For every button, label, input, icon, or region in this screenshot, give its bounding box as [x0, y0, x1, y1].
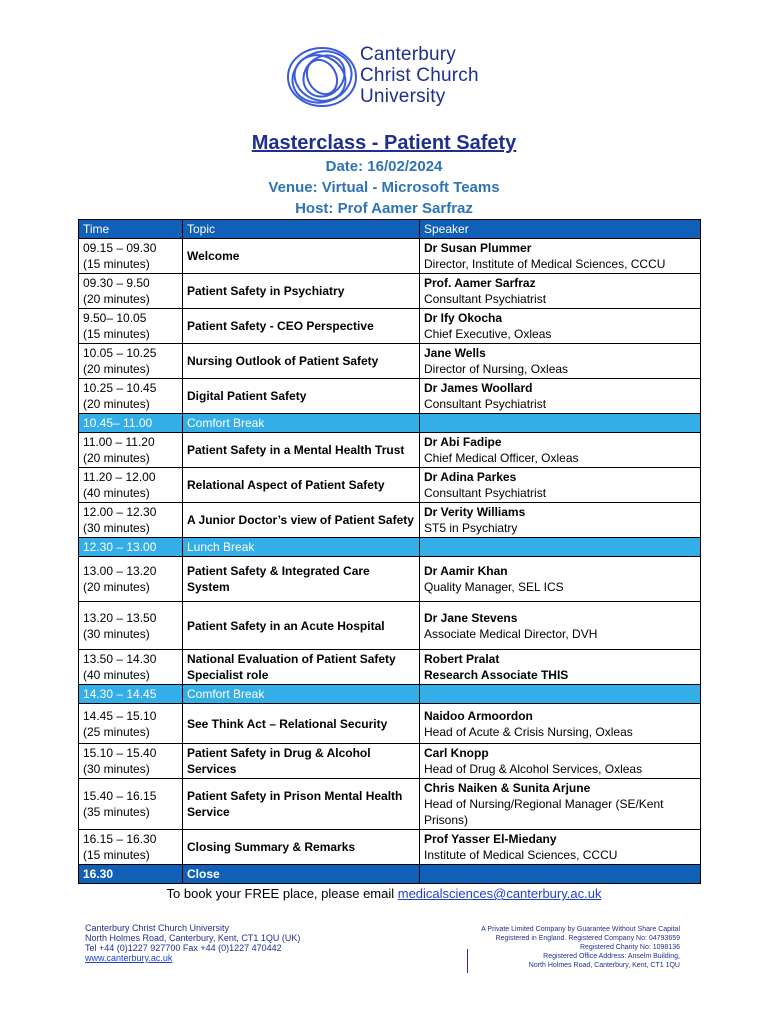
break-label: Comfort Break	[183, 685, 420, 704]
duration: (25 minutes)	[83, 724, 150, 739]
time-range: 15.40 – 16.15	[83, 789, 157, 803]
speaker-cell	[420, 779, 701, 830]
table-row	[79, 744, 701, 779]
table-row	[79, 433, 701, 468]
time-range: 09.15 – 09.30	[83, 241, 157, 255]
speaker-name: Chris Naiken & Sunita Arjune	[424, 781, 591, 795]
close-row	[79, 865, 701, 884]
table-row	[79, 274, 701, 309]
event-date: Date: 16/02/2024	[325, 158, 443, 175]
table-row	[79, 602, 701, 650]
table-row	[79, 704, 701, 744]
column-header-topic: Topic	[183, 220, 420, 239]
table-row	[79, 344, 701, 379]
time-range: 12.00 – 12.30	[83, 505, 157, 519]
speaker-name: Dr Susan Plummer	[424, 241, 532, 255]
topic-cell: Closing Summary & Remarks	[183, 830, 420, 865]
speaker-role: Chief Executive, Oxleas	[424, 327, 552, 341]
time-range: 15.10 – 15.40	[83, 746, 157, 760]
speaker-cell	[420, 704, 701, 744]
speaker-role: Head of Drug & Alcohol Services, Oxleas	[424, 762, 643, 776]
speaker-name: Prof Yasser El-Miedany	[424, 832, 557, 846]
time-cell	[79, 309, 183, 344]
time-cell	[79, 379, 183, 414]
time-cell	[79, 503, 183, 538]
speaker-cell	[420, 830, 701, 865]
close-speaker-cell	[420, 865, 701, 884]
speaker-role: Director of Nursing, Oxleas	[424, 362, 569, 376]
footer-legal	[481, 925, 680, 970]
speaker-cell	[420, 239, 701, 274]
duration: (30 minutes)	[83, 521, 150, 535]
speaker-name: Prof. Aamer Sarfraz	[424, 276, 536, 290]
break-row	[79, 685, 701, 704]
duration: (35 minutes)	[83, 805, 150, 819]
time-range: 09.30 – 9.50	[83, 276, 150, 290]
duration: (20 minutes)	[83, 292, 150, 306]
speaker-role: Institute of Medical Sciences, CCCU	[424, 848, 618, 862]
topic-cell: See Think Act – Relational Security	[183, 704, 420, 744]
footer-legal-line3: Registered Charity No: 1098136	[579, 944, 680, 951]
column-header-time: Time	[79, 220, 183, 239]
time-cell	[79, 744, 183, 779]
speaker-cell	[420, 468, 701, 503]
speaker-name: Dr Jane Stevens	[424, 610, 518, 625]
break-label: Lunch Break	[183, 538, 420, 557]
topic-cell: Patient Safety & Integrated Care System	[183, 557, 420, 602]
duration: (15 minutes)	[83, 257, 150, 271]
topic-cell: Patient Safety in Prison Mental Health Service	[183, 779, 420, 830]
speaker-cell	[420, 602, 701, 650]
duration: (40 minutes)	[83, 668, 150, 682]
duration: (30 minutes)	[83, 762, 150, 776]
footer-phone-line: Tel +44 (0)1227 927700 Fax +44 (0)1227 470442	[85, 943, 282, 953]
booking-email-link[interactable]: medicalsciences@canterbury.ac.uk	[397, 886, 602, 901]
table-row	[79, 779, 701, 830]
speaker-name: Jane Wells	[424, 346, 486, 360]
speaker-role: Consultant Psychiatrist	[424, 486, 547, 500]
university-name-line3: University	[360, 86, 446, 107]
footer-legal-line1: A Private Limited Company by Guarantee Without Share Capital	[481, 926, 680, 933]
university-name-line2: Christ Church	[360, 65, 479, 86]
table-row	[79, 650, 701, 685]
table-row	[79, 557, 701, 602]
speaker-cell	[420, 433, 701, 468]
schedule-table	[78, 219, 701, 884]
table-row	[79, 239, 701, 274]
time-range: 13.00 – 13.20	[83, 564, 157, 578]
university-name-line1: Canterbury	[360, 44, 456, 65]
speaker-cell	[420, 650, 701, 685]
time-range: 9.50– 10.05	[83, 311, 147, 325]
footer-legal-line4: Registered Office Address: Anselm Building,	[543, 953, 680, 960]
time-cell	[79, 602, 183, 650]
speaker-cell	[420, 274, 701, 309]
university-name	[360, 44, 479, 107]
speaker-name: Dr Verity Williams	[424, 505, 526, 519]
time-cell	[79, 557, 183, 602]
footer-legal-line2: Registered in England. Registered Company No: 04793659	[495, 935, 680, 942]
event-venue: Venue: Virtual - Microsoft Teams	[268, 179, 500, 196]
topic-cell: Patient Safety in a Mental Health Trust	[183, 433, 420, 468]
speaker-name: Dr Adina Parkes	[424, 470, 517, 484]
break-label: Comfort Break	[183, 414, 420, 433]
footer-legal-line5: North Holmes Road, Canterbury, Kent, CT1 1QU	[528, 962, 680, 969]
time-cell	[79, 704, 183, 744]
duration: (40 minutes)	[83, 486, 150, 500]
speaker-role: Consultant Psychiatrist	[424, 397, 547, 411]
speaker-cell	[420, 744, 701, 779]
break-time: 12.30 – 13.00	[79, 538, 183, 557]
booking-line	[0, 886, 768, 901]
topic-cell: Patient Safety in Drug & Alcohol Services	[183, 744, 420, 779]
close-time: 16.30	[79, 865, 183, 884]
break-speaker-cell	[420, 414, 701, 433]
time-cell	[79, 830, 183, 865]
time-range: 13.50 – 14.30	[83, 652, 157, 666]
speaker-name: Carl Knopp	[424, 746, 489, 760]
speaker-role: Head of Nursing/Regional Manager (SE/Kent Prisons)	[424, 797, 664, 827]
speaker-cell	[420, 379, 701, 414]
duration: (20 minutes)	[83, 397, 150, 411]
schedule-body	[79, 239, 701, 884]
table-row	[79, 468, 701, 503]
duration: (20 minutes)	[83, 580, 150, 594]
footer-website-link[interactable]: www.canterbury.ac.uk	[85, 953, 173, 963]
time-cell	[79, 274, 183, 309]
speaker-cell	[420, 309, 701, 344]
footer-address-line: North Holmes Road, Canterbury, Kent, CT1 1QU (UK)	[85, 933, 301, 943]
speaker-name: Naidoo Armoordon	[424, 708, 533, 723]
table-row	[79, 379, 701, 414]
time-range: 13.20 – 13.50	[83, 610, 157, 625]
speaker-name: Dr Aamir Khan	[424, 564, 508, 578]
break-speaker-cell	[420, 685, 701, 704]
break-row	[79, 414, 701, 433]
speaker-role: Quality Manager, SEL ICS	[424, 580, 564, 594]
break-row	[79, 538, 701, 557]
speaker-name: Dr Abi Fadipe	[424, 435, 502, 449]
speaker-name: Dr James Woollard	[424, 381, 533, 395]
footer-org-name: Canterbury Christ Church University	[85, 923, 230, 933]
event-host: Host: Prof Aamer Sarfraz	[295, 200, 473, 217]
duration: (20 minutes)	[83, 451, 150, 465]
time-cell	[79, 239, 183, 274]
time-range: 10.05 – 10.25	[83, 346, 157, 360]
speaker-role: Research Associate THIS	[424, 668, 569, 682]
speaker-cell	[420, 344, 701, 379]
table-row	[79, 830, 701, 865]
footer-address	[85, 923, 300, 963]
university-logo-icon	[282, 44, 362, 110]
duration: (15 minutes)	[83, 327, 150, 341]
footer-divider	[467, 949, 468, 973]
duration: (30 minutes)	[83, 626, 150, 641]
topic-cell: Welcome	[183, 239, 420, 274]
event-header	[0, 130, 768, 219]
speaker-role: Associate Medical Director, DVH	[424, 626, 598, 641]
speaker-role: Head of Acute & Crisis Nursing, Oxleas	[424, 724, 633, 739]
table-row	[79, 503, 701, 538]
time-cell	[79, 779, 183, 830]
time-range: 11.00 – 11.20	[83, 435, 155, 449]
break-time: 10.45– 11.00	[79, 414, 183, 433]
speaker-name: Robert Pralat	[424, 652, 500, 666]
speaker-role: Consultant Psychiatrist	[424, 292, 547, 306]
topic-cell: Patient Safety in Psychiatry	[183, 274, 420, 309]
speaker-cell	[420, 557, 701, 602]
topic-cell: Patient Safety in an Acute Hospital	[183, 602, 420, 650]
time-cell	[79, 468, 183, 503]
topic-cell: Relational Aspect of Patient Safety	[183, 468, 420, 503]
table-row	[79, 309, 701, 344]
time-cell	[79, 433, 183, 468]
close-label: Close	[183, 865, 420, 884]
speaker-cell	[420, 503, 701, 538]
time-cell	[79, 650, 183, 685]
time-cell	[79, 344, 183, 379]
topic-cell: Digital Patient Safety	[183, 379, 420, 414]
speaker-role: Director, Institute of Medical Sciences, CCCU	[424, 257, 666, 271]
topic-cell: National Evaluation of Patient Safety Specialist role	[183, 650, 420, 685]
topic-cell: A Junior Doctor’s view of Patient Safety	[183, 503, 420, 538]
duration: (15 minutes)	[83, 848, 150, 862]
booking-text: To book your FREE place, please email	[166, 886, 398, 901]
speaker-role: ST5 in Psychiatry	[424, 521, 518, 535]
time-range: 14.45 – 15.10	[83, 708, 157, 723]
topic-cell: Patient Safety - CEO Perspective	[183, 309, 420, 344]
break-time: 14.30 – 14.45	[79, 685, 183, 704]
topic-cell: Nursing Outlook of Patient Safety	[183, 344, 420, 379]
column-header-speaker: Speaker	[420, 220, 701, 239]
duration: (20 minutes)	[83, 362, 150, 376]
speaker-name: Dr Ify Okocha	[424, 311, 503, 325]
table-header-row	[79, 220, 701, 239]
time-range: 10.25 – 10.45	[83, 381, 157, 395]
time-range: 16.15 – 16.30	[83, 832, 157, 846]
event-title: Masterclass - Patient Safety	[251, 132, 517, 154]
break-speaker-cell	[420, 538, 701, 557]
speaker-role: Chief Medical Officer, Oxleas	[424, 451, 579, 465]
time-range: 11.20 – 12.00	[83, 470, 156, 484]
